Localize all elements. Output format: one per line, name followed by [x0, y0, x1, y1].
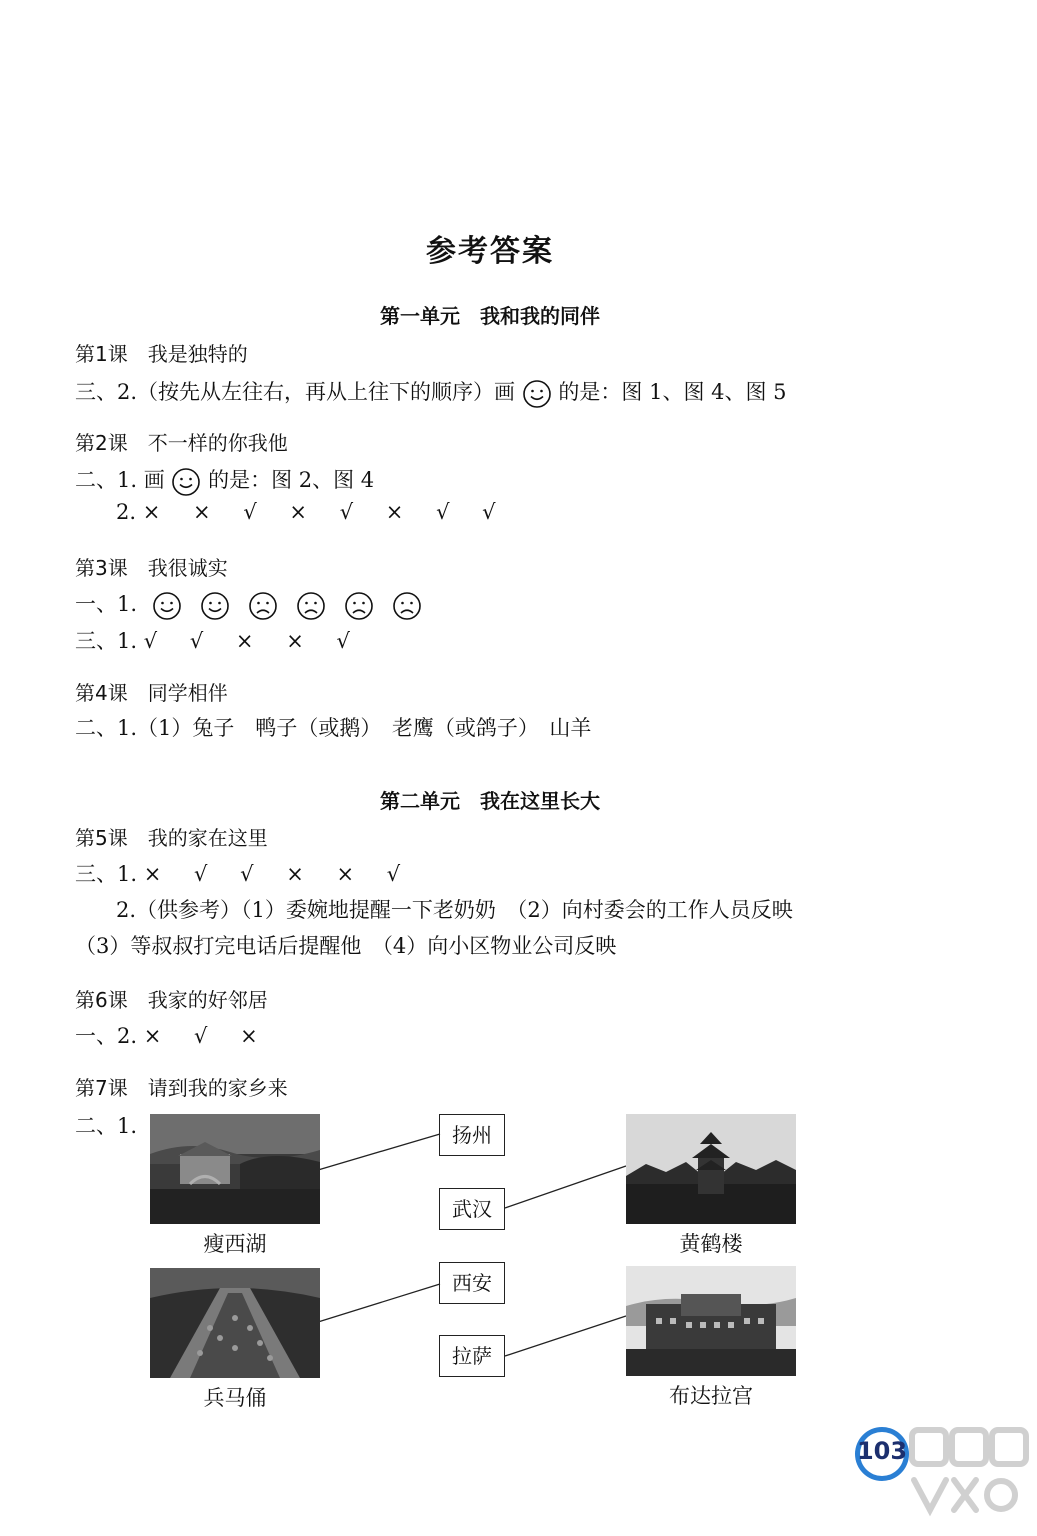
- answer-mark: √: [436, 500, 450, 524]
- lesson-3-answer-2-prefix: 三、1.: [75, 629, 138, 653]
- photo-caption: 黄鹤楼: [679, 1232, 743, 1256]
- city-box-xian: 西安: [439, 1262, 505, 1304]
- lesson-6-answer-1-prefix: 一、2.: [75, 1024, 138, 1048]
- photo-potala-palace: [626, 1266, 796, 1376]
- lesson-2-label: 第2课 不一样的你我他: [75, 431, 288, 455]
- lesson-5-answer-2-line-2: （3）等叔叔打完电话后提醒他 （4）向小区物业公司反映: [75, 934, 617, 958]
- unit-1-heading: 第一单元 我和我的同伴: [380, 304, 600, 328]
- photo-caption: 布达拉宫: [669, 1384, 753, 1408]
- photo-caption: 兵马俑: [203, 1386, 267, 1410]
- photo-caption: 瘦西湖: [203, 1232, 267, 1256]
- page-title: 参考答案: [426, 234, 554, 269]
- lesson-5-answer-2-line-1: 2.（供参考）（1）委婉地提醒一下老奶奶 （2）向村委会的工作人员反映: [116, 898, 793, 922]
- answer-mark: ×: [385, 500, 404, 524]
- answer-mark: ×: [289, 500, 308, 524]
- photo-terracotta-warriors: [150, 1268, 320, 1378]
- unit-2-heading: 第二单元 我在这里长大: [380, 789, 600, 813]
- photo-slender-west-lake: [150, 1114, 320, 1224]
- answer-mark: ×: [235, 629, 254, 653]
- answer-mark: √: [243, 500, 257, 524]
- lesson-7-answer-prefix: 二、1.: [75, 1114, 138, 1138]
- answer-mark: √: [482, 500, 496, 524]
- answer-mark: √: [240, 862, 254, 886]
- answer-mark: √: [189, 629, 204, 653]
- answer-mark: ×: [286, 862, 304, 886]
- photo-yellow-crane-tower: [626, 1114, 796, 1224]
- city-box-lhasa: 拉萨: [439, 1335, 505, 1377]
- lesson-1-answer-prefix: 三、2.（按先从左往右，再从上往下的顺序）画: [75, 380, 516, 404]
- answer-mark: √: [386, 862, 401, 886]
- lesson-4-answer-1: 二、1.（1）兔子 鸭子（或鹅） 老鹰（或鸽子） 山羊: [75, 716, 592, 740]
- answer-mark: √: [336, 629, 350, 653]
- watermark-logo-icon: [906, 1420, 1031, 1530]
- lesson-4-label: 第4课 同学相伴: [75, 681, 228, 705]
- lesson-5-answer-1-prefix: 三、1.: [75, 862, 138, 886]
- answer-mark: ×: [143, 862, 162, 886]
- lesson-5-label: 第5课 我的家在这里: [75, 826, 268, 850]
- city-box-yangzhou: 扬州: [439, 1114, 505, 1156]
- lesson-7-label: 第7课 请到我的家乡来: [75, 1076, 288, 1100]
- answer-mark: √: [339, 500, 354, 524]
- answer-mark: √: [194, 1024, 208, 1048]
- lesson-1-label: 第1课 我是独特的: [75, 342, 248, 366]
- lesson-3-label: 第3课 我很诚实: [75, 556, 228, 580]
- lesson-2-answer-1-prefix: 二、1. 画: [75, 468, 165, 492]
- lesson-2-answer-1-suffix: 的是：图 2、图 4: [208, 468, 375, 492]
- lesson-6-label: 第6课 我家的好邻居: [75, 988, 268, 1012]
- city-box-wuhan: 武汉: [439, 1188, 505, 1230]
- answer-mark: ×: [142, 500, 161, 524]
- answer-mark: ×: [286, 629, 304, 653]
- answer-mark: ×: [143, 1024, 162, 1048]
- lesson-1-answer-suffix: 的是：图 1、图 4、图 5: [558, 380, 787, 404]
- lesson-2-answer-2-prefix: 2.: [116, 500, 137, 524]
- lesson-3-answer-1-prefix: 一、1.: [75, 592, 138, 616]
- answer-mark: ×: [240, 1024, 258, 1048]
- answer-mark: √: [143, 629, 158, 653]
- page-number: 103: [856, 1437, 908, 1465]
- answer-mark: ×: [193, 500, 211, 524]
- answer-mark: √: [194, 862, 208, 886]
- answer-mark: ×: [336, 862, 355, 886]
